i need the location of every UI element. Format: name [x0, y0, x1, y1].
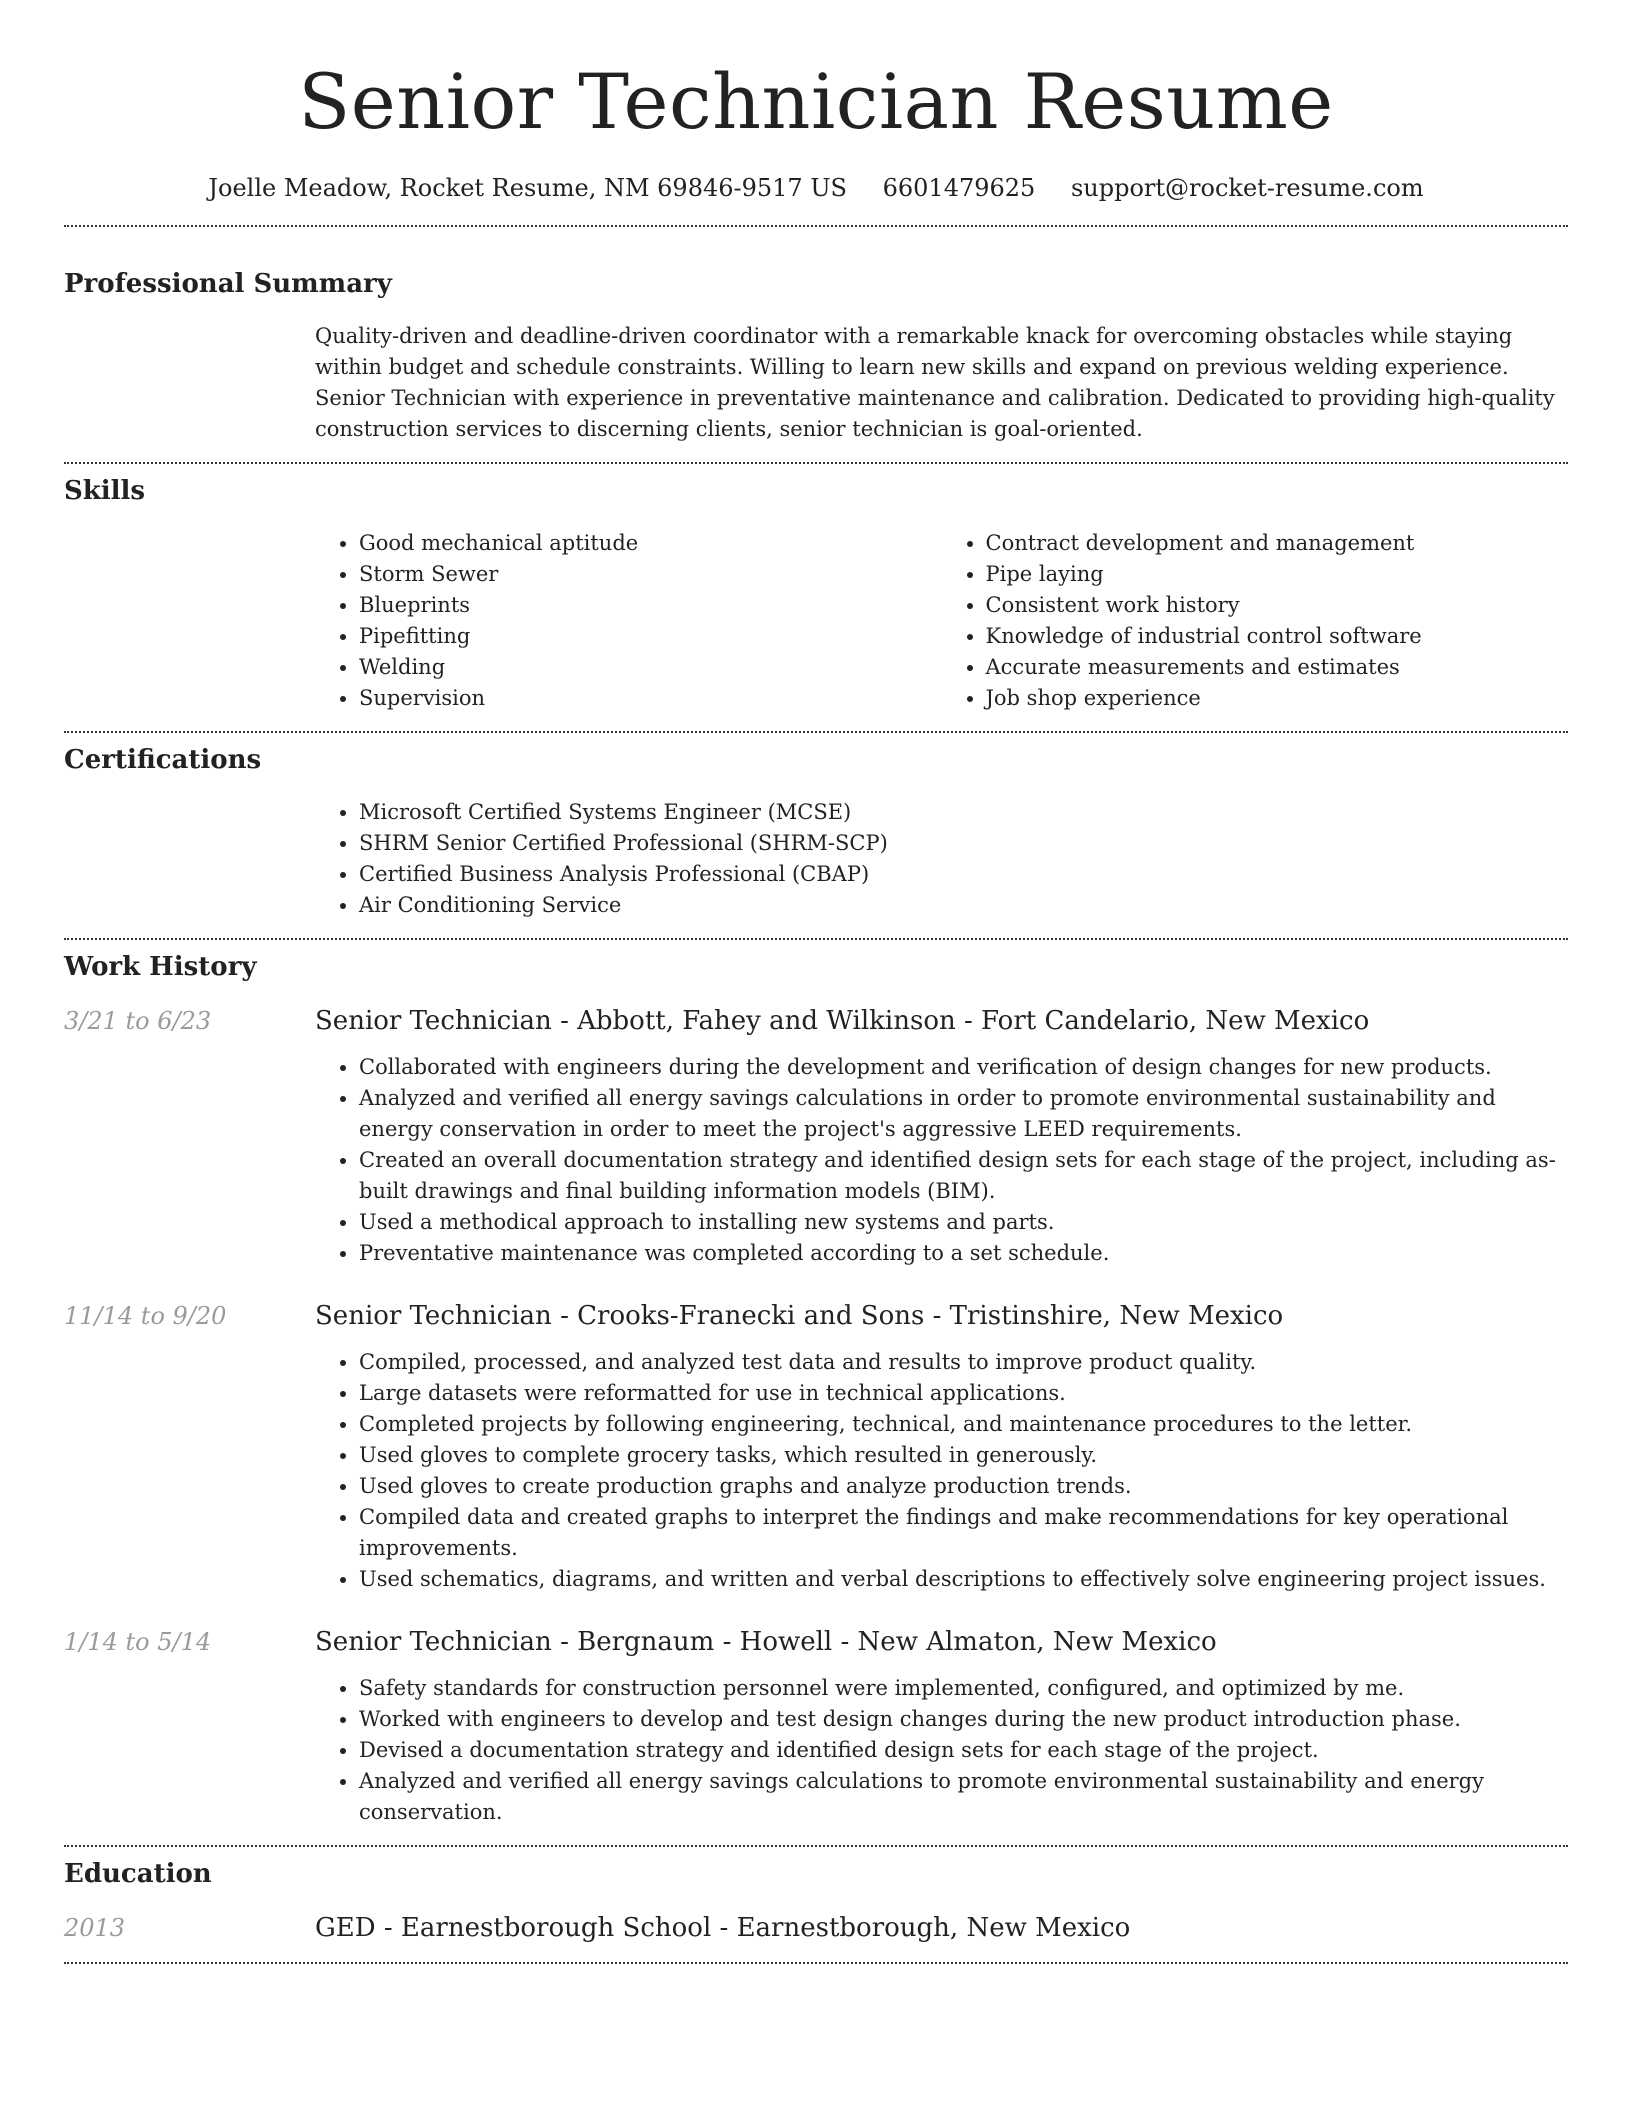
list-item: • Pipefitting: [359, 621, 942, 652]
certifications-section: [64, 743, 1568, 921]
skills-list-right: [942, 528, 1569, 714]
list-item: • Large datasets were reformatted for use in technical applications.: [359, 1378, 1568, 1409]
education-entry: [64, 1911, 1568, 1945]
list-item: • Safety standards for construction personnel were implemented, configured, and optimized by me.: [359, 1673, 1568, 1704]
work-history-section: [64, 950, 1568, 1828]
job-dates: 1/14 to 5/14: [64, 1628, 212, 1656]
work-history-heading: Work History: [64, 952, 257, 982]
certifications-list: [315, 797, 1568, 921]
job-title: Senior Technician - Abbott, Fahey and Wilkinson - Fort Candelario, New Mexico: [315, 1006, 1370, 1036]
list-item: • Completed projects by following engineering, technical, and maintenance procedures to the letter.: [359, 1409, 1568, 1440]
list-item: • SHRM Senior Certified Professional (SHRM-SCP): [359, 828, 1568, 859]
summary-content: [315, 321, 1568, 445]
list-item: • Good mechanical aptitude: [359, 528, 942, 559]
summary-text: Quality-driven and deadline-driven coordinator with a remarkable knack for overcoming obstacles while staying within budget and schedule constraints. Willing to learn new skills and expand on previous welding experience. Senior Technician with experience in preventative maintenance and calibration. Dedicated to providing high-quality construction services to discerning clients, senior technician is goal-oriented.: [315, 324, 1555, 441]
divider: [64, 938, 1568, 940]
list-item: • Compiled, processed, and analyzed test data and results to improve product quality.: [359, 1347, 1568, 1378]
job-dates: 3/21 to 6/23: [64, 1007, 212, 1035]
list-item: • Analyzed and verified all energy savings calculations in order to promote environmental sustainability and energy conservation in order to meet the project's aggressive LEED requirements.: [359, 1083, 1568, 1145]
job-entry: [64, 1299, 1568, 1595]
education-heading: Education: [64, 1859, 212, 1889]
job-bullets: [315, 1347, 1568, 1595]
list-item: • Pipe laying: [986, 559, 1569, 590]
education-date: 2013: [64, 1914, 126, 1942]
job-bullets: [315, 1052, 1568, 1269]
list-item: • Contract development and management: [986, 528, 1569, 559]
list-item: • Used gloves to create production graphs and analyze production trends.: [359, 1471, 1568, 1502]
education-section: [64, 1857, 1568, 1945]
job-entry: [64, 1625, 1568, 1828]
skills-list-left: [315, 528, 942, 714]
list-item: • Compiled data and created graphs to interpret the findings and make recommendations for key operational improvements.: [359, 1502, 1568, 1564]
job-bullets: [315, 1673, 1568, 1828]
divider: [64, 731, 1568, 733]
divider: [64, 225, 1568, 227]
contact-email: support@rocket-resume.com: [1070, 174, 1424, 202]
list-item: • Air Conditioning Service: [359, 890, 1568, 921]
divider: [64, 1845, 1568, 1847]
list-item: • Created an overall documentation strategy and identified design sets for each stage of the project, including as-built drawings and final building information models (BIM).: [359, 1145, 1568, 1207]
contact-line: [64, 172, 1568, 204]
list-item: • Supervision: [359, 683, 942, 714]
certifications-content: [315, 797, 1568, 921]
list-item: • Certified Business Analysis Professional (CBAP): [359, 859, 1568, 890]
list-item: • Devised a documentation strategy and identified design sets for each stage of the project.: [359, 1735, 1568, 1766]
summary-heading: Professional Summary: [64, 269, 392, 299]
divider: [64, 462, 1568, 464]
list-item: • Collaborated with engineers during the development and verification of design changes for new products.: [359, 1052, 1568, 1083]
skills-section: [64, 474, 1568, 714]
list-item: • Used a methodical approach to installing new systems and parts.: [359, 1207, 1568, 1238]
summary-section: [64, 267, 1568, 445]
list-item: • Worked with engineers to develop and test design changes during the new product introduction phase.: [359, 1704, 1568, 1735]
list-item: • Used gloves to complete grocery tasks, which resulted in generously.: [359, 1440, 1568, 1471]
list-item: • Welding: [359, 652, 942, 683]
job-dates: 11/14 to 9/20: [64, 1302, 227, 1330]
job-title: Senior Technician - Bergnaum - Howell - New Almaton, New Mexico: [315, 1627, 1217, 1657]
list-item: • Knowledge of industrial control software: [986, 621, 1569, 652]
list-item: • Used schematics, diagrams, and written and verbal descriptions to effectively solve engineering project issues.: [359, 1564, 1568, 1595]
list-item: • Preventative maintenance was completed according to a set schedule.: [359, 1238, 1568, 1269]
resume-page: [64, 0, 1568, 1964]
job-entry: [64, 1004, 1568, 1269]
resume-title: Senior Technician Resume: [298, 57, 1334, 146]
skills-content: [315, 528, 1568, 714]
list-item: • Consistent work history: [986, 590, 1569, 621]
divider: [64, 1962, 1568, 1964]
contact-address: Joelle Meadow, Rocket Resume, NM 69846-9517 US: [208, 174, 847, 202]
list-item: • Microsoft Certified Systems Engineer (MCSE): [359, 797, 1568, 828]
list-item: • Analyzed and verified all energy savings calculations to promote environmental sustainability and energy conservation.: [359, 1766, 1568, 1828]
education-title: GED - Earnestborough School - Earnestborough, New Mexico: [315, 1913, 1131, 1943]
list-item: • Job shop experience: [986, 683, 1569, 714]
job-title: Senior Technician - Crooks-Franecki and Sons - Tristinshire, New Mexico: [315, 1301, 1284, 1331]
contact-phone: 6601479625: [882, 174, 1036, 202]
list-item: • Blueprints: [359, 590, 942, 621]
list-item: • Accurate measurements and estimates: [986, 652, 1569, 683]
list-item: • Storm Sewer: [359, 559, 942, 590]
certifications-heading: Certifications: [64, 745, 262, 775]
skills-heading: Skills: [64, 476, 146, 506]
